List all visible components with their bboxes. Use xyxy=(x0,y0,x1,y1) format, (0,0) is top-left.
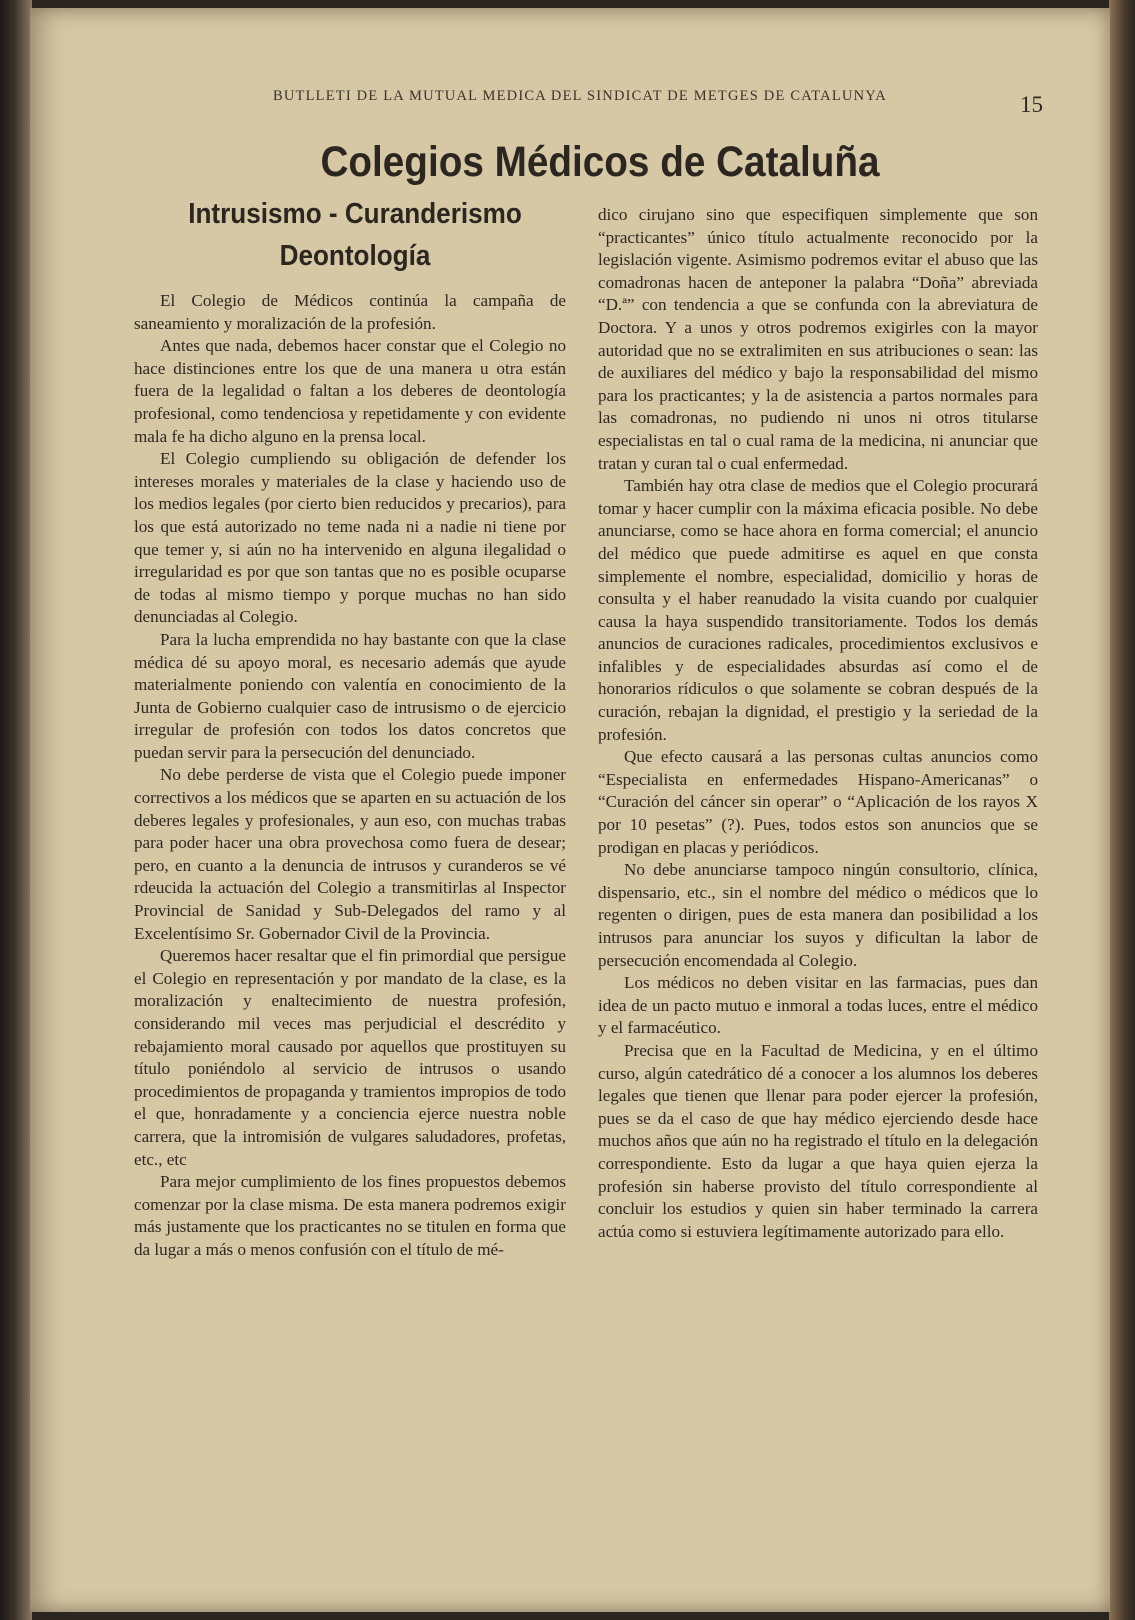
paragraph: No debe anunciarse tampoco ningún consultorio, clínica, dispensario, etc., sin el nombre del médico o médicos que lo regenten o dirigen, pues de esta manera dan posibilidad a los intrusos para anunciar los suyos y dificultan la labor de persecución encomendada al Colegio. xyxy=(598,860,1038,970)
paragraph: Los médicos no deben visitar en las farmacias, pues dan idea de un pacto mutuo e inmoral a todas luces, entre el médico y el farmacéutico. xyxy=(598,973,1038,1038)
paragraph: El Colegio de Médicos continúa la campaña de saneamiento y moralización de la profesión. xyxy=(134,291,566,333)
paragraph: Para la lucha emprendida no hay bastante con que la clase médica dé su apoyo moral, es necesario además que ayude materialmente poniendo con valentía en conocimiento de la Junta de Gobierno cualquier caso de intrusismo o de ejercicio irregular de profesión con todos los datos concretos que puedan servir para la persecución del denunciado. xyxy=(134,629,566,762)
page-edge xyxy=(1109,0,1135,1620)
paragraph: También hay otra clase de medios que el Colegio procurará tomar y hacer cumplir con la máxima eficacia posible. No debe anunciarse, como se hace ahora en forma comercial; el anuncio del médico que puede admitirse es aquel en que consta simplemente el nombre, especialidad, domicilio y horas de consulta y el haber reanudado la visita cuando por cualquier causa la haya suspendido transitoriamente. Todos los demás anuncios de curaciones radicales, procedimientos exclusivos e infalibles y de especialidades absurdas así como el de honorarios rídiculos o que solamente se cobran después de la curación, rebajan la dignidad, el prestigio y la seriedad de la profesión. xyxy=(598,476,1038,744)
scanned-page xyxy=(30,8,1110,1612)
article-subtitle-deontologia: Deontología xyxy=(279,240,431,272)
paragraph: No debe perderse de vista que el Colegio puede imponer correctivos a los médicos que se aparten en su actuación de los deberes legales y profesionales, y aun eso, con muchas trabas para poder hacer una obra provechosa como fuera de desear; pero, en cuanto a la denuncia de intrusos y curanderos se vé rdeucida la actuación del Colegio a transmitirlas al Inspector Provincial de Sanidad y Sub-Delegados del ramo y al Excelentísimo Sr. Gobernador Civil de la Provincia. xyxy=(134,765,566,943)
paragraph: dico cirujano sino que especifiquen simplemente que son “practicantes” único título actualmente reconocido por la legislación vigente. Asimismo podremos evitar el abuso que las comadronas hacen de anteponer la palabra “Doña” abreviada “D.ª” con tendencia a que se confunda con la abreviatura de Doctora. Y a unos y otros podremos exigirles con la mayor autoridad que no se extralimiten en sus atribuciones o sean: las de auxiliares del médico y bajo la responsabilidad del mismo para los practicantes; y la de asistencia a partos normales para las comadronas, no pudiendo ni unos ni otros titularse especialistas en tal o cual rama de la medicina, ni anunciar que tratan y curan tal o cual enfermedad. xyxy=(598,205,1038,473)
article-subtitle-intrusismo: Intrusismo - Curanderismo xyxy=(188,198,522,230)
paragraph: Queremos hacer resaltar que el fin primordial que persigue el Colegio en representación y por mandato de la clase, es la moralización y enaltecimiento de nuestra profesión, considerando mil veces mas perjudicial el descrédito y rebajamiento moral causado por aquellos que prostituyen su título poniéndolo al servicio de intrusos o usando procedimientos de propaganda y tramientos impropios de todo el que, honradamente y a conciencia ejerce nuestra noble carrera, que la intromisión de vulgares saludadores, profetas, etc., etc xyxy=(134,946,566,1169)
paragraph: El Colegio cumpliendo su obligación de defender los intereses morales y materiales de la clase y haciendo uso de los medios legales (por cierto bien reducidos y precarios), para los que está autorizado no teme nada ni a nadie ni tiene por que temer y, si aún no ha intervenido en alguna ilegalidad o irregularidad es por que son tantas que no es posible ocuparse de todas al mismo tiempo y porque muchas no han sido denunciadas al Colegio. xyxy=(134,449,566,627)
left-text-column xyxy=(134,290,566,1262)
running-head: BUTLLETI DE LA MUTUAL MEDICA DEL SINDICAT DE METGES DE CATALUNYA xyxy=(273,88,887,104)
page-number: 15 xyxy=(1020,92,1043,117)
paragraph: Para mejor cumplimiento de los fines propuestos debemos comenzar por la clase misma. De esta manera podremos exigir más justamente que los practicantes no se titulen en forma que da lugar a más o menos confusión con el título de mé- xyxy=(134,1172,566,1259)
paragraph: Precisa que en la Facultad de Medicina, y en el último curso, algún catedrático dé a conocer a los alumnos los deberes legales que tienen que llenar para poder ejercer la profesión, pues se da el caso de que hay médico ejerciendo desde hace muchos años que aún no ha registrado el título en la delegación correspondiente. Esto da lugar a que haya quien ejerza la profesión sin haberse provisto del título correspondiente al concluir los estudios y quien sin haber terminado la carrera actúa como si estuviera legítimamente autorizado para ello. xyxy=(598,1040,1038,1241)
book-binding xyxy=(0,0,32,1620)
right-text-column xyxy=(598,204,1038,1243)
article-title: Colegios Médicos de Cataluña xyxy=(320,138,880,186)
paragraph: Que efecto causará a las personas cultas anuncios como “Especialista en enfermedades Hispano-Americanas” o “Curación del cáncer sin operar” o “Aplicación de los rayos X por 10 pesetas” (?). Pues, todos estos son anuncios que se prodigan en placas y periódicos. xyxy=(598,747,1038,857)
paragraph: Antes que nada, debemos hacer constar que el Colegio no hace distinciones entre los que de una manera u otra están fuera de la legalidad o faltan a los deberes de deontología profesional, como tendenciosa y repetidamente y con evidente mala fe ha dicho alguno en la prensa local. xyxy=(134,336,566,446)
